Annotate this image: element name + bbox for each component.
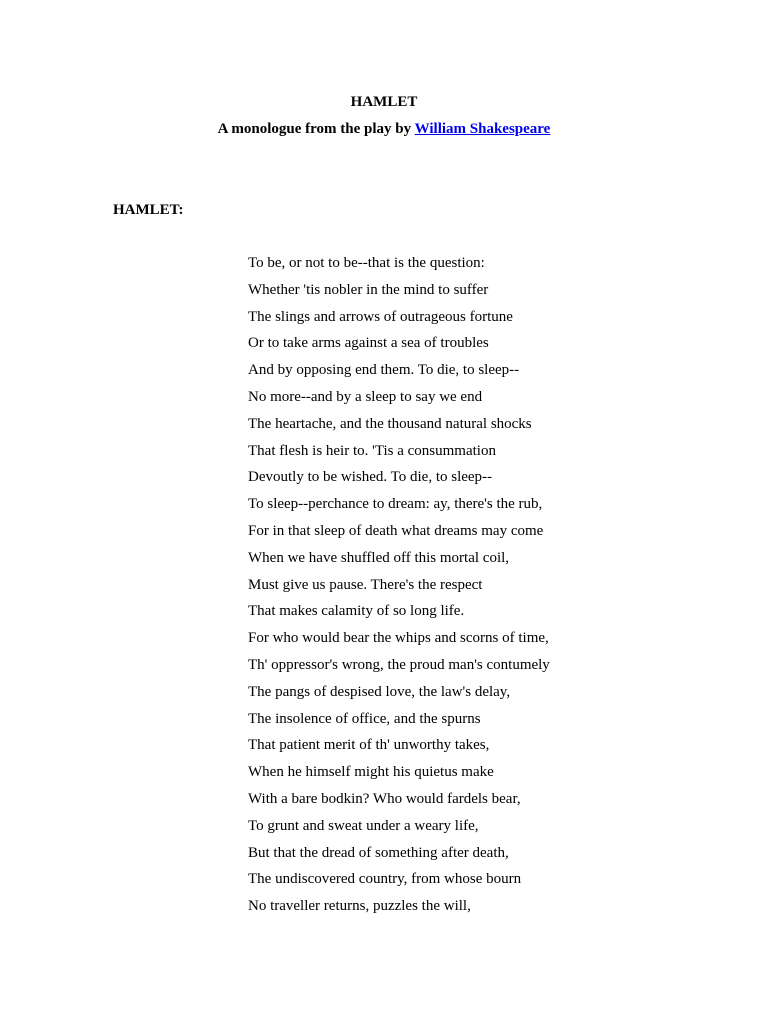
verse-line: But that the dread of something after death, <box>248 844 509 861</box>
verse-line: The slings and arrows of outrageous fortune <box>248 308 513 325</box>
author-link[interactable]: William Shakespeare <box>414 121 551 137</box>
verse-line: No more--and by a sleep to say we end <box>248 388 483 405</box>
speaker-label: HAMLET: <box>113 202 184 218</box>
verse-line: When we have shuffled off this mortal coil, <box>248 549 510 566</box>
verse-line: The heartache, and the thousand natural shocks <box>248 415 532 432</box>
verse-line: Devoutly to be wished. To die, to sleep-- <box>248 469 493 486</box>
verse-line: The undiscovered country, from whose bourn <box>248 871 522 888</box>
verse-line: With a bare bodkin? Who would fardels bear, <box>248 790 521 807</box>
verse-line: The pangs of despised love, the law's delay, <box>248 683 511 700</box>
verse-line: Th' oppressor's wrong, the proud man's contumely <box>248 656 550 673</box>
verse-line: To be, or not to be--that is the question: <box>248 255 485 271</box>
monologue-text <box>248 253 550 923</box>
verse-line: That patient merit of th' unworthy takes, <box>248 737 490 754</box>
subtitle-text: A monologue from the play by <box>217 121 415 137</box>
verse-line: And by opposing end them. To die, to sleep-- <box>248 362 520 379</box>
verse-line: Whether 'tis nobler in the mind to suffer <box>248 281 489 298</box>
verse-line: To grunt and sweat under a weary life, <box>248 817 479 834</box>
verse-line: The insolence of office, and the spurns <box>248 710 481 727</box>
verse-line: Must give us pause. There's the respect <box>248 576 483 593</box>
verse-line: For in that sleep of death what dreams may come <box>248 522 544 539</box>
verse-line: That flesh is heir to. 'Tis a consummation <box>248 442 496 459</box>
page-title: HAMLET <box>350 94 418 110</box>
verse-line: For who would bear the whips and scorns of time, <box>248 630 549 647</box>
verse-line: No traveller returns, puzzles the will, <box>248 898 471 915</box>
verse-line: When he himself might his quietus make <box>248 764 494 781</box>
verse-line: That makes calamity of so long life. <box>248 603 465 620</box>
verse-line: Or to take arms against a sea of troubles <box>248 335 489 352</box>
verse-line: To sleep--perchance to dream: ay, there's the rub, <box>248 496 543 513</box>
page-subtitle <box>0 119 768 139</box>
